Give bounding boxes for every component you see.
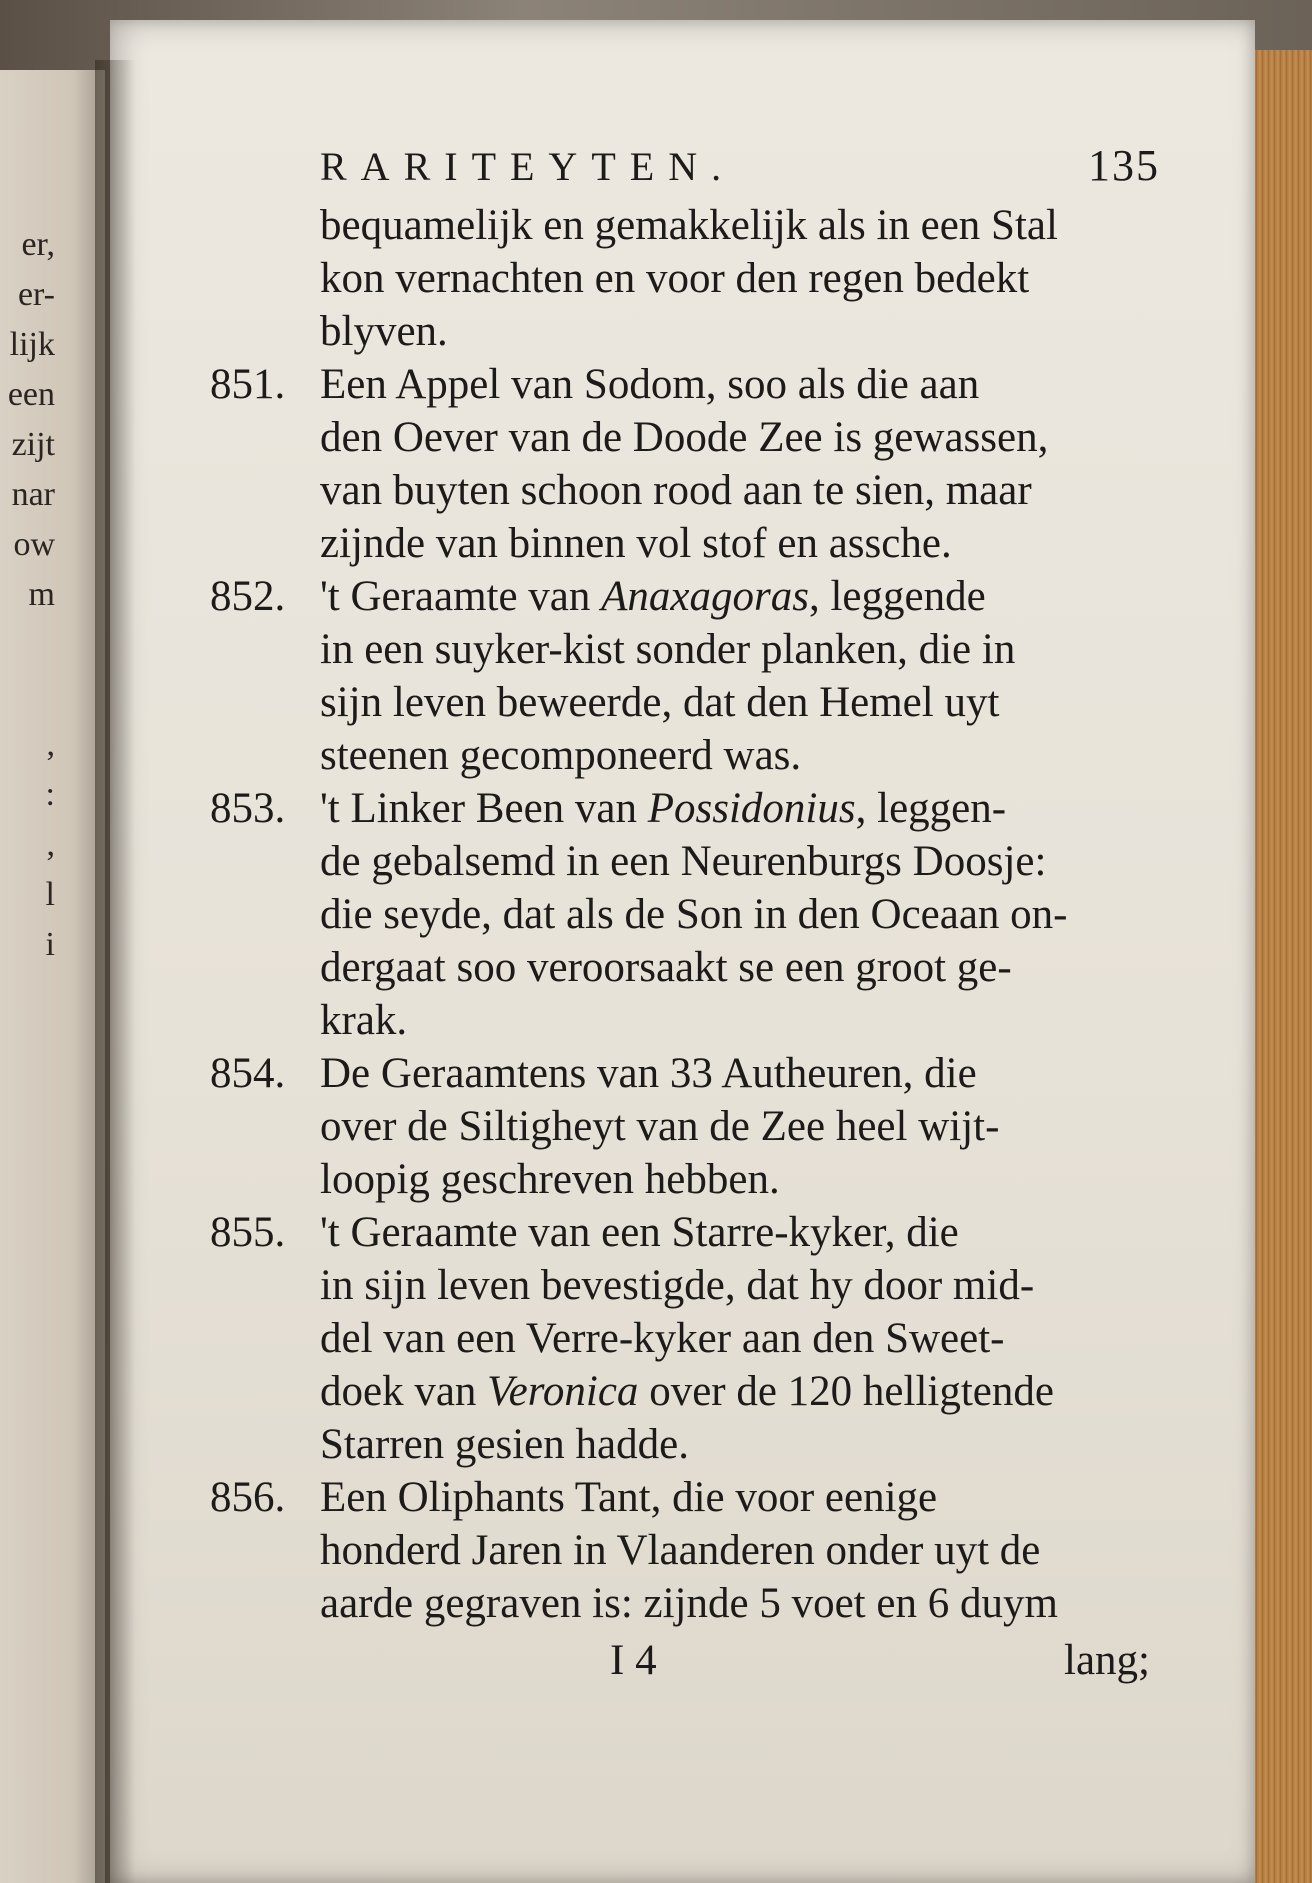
text-line: aarde gegraven is: zijnde 5 voet en 6 duym — [320, 1580, 1058, 1627]
entry-body — [320, 782, 1170, 1047]
entry-body — [320, 1471, 1170, 1630]
text-line: steenen gecomponeerd was. — [320, 732, 802, 779]
text-line: in sijn leven bevestigde, dat hy door mid- — [320, 1262, 1035, 1309]
text-line: del van een Verre-kyker aan den Sweet- — [320, 1315, 1005, 1362]
left-page-fragments — [0, 220, 105, 970]
running-header — [210, 140, 1170, 191]
entry-number: 854. — [210, 1050, 286, 1097]
entry-number: 851. — [210, 361, 286, 408]
entry-body — [320, 570, 1170, 782]
fragment: , — [46, 726, 55, 763]
text-line: Een Oliphants Tant, die voor eenige — [320, 1474, 938, 1521]
fragment: er, — [21, 226, 55, 263]
page-number: 135 — [1088, 141, 1160, 190]
text-line: Starren gesien hadde. — [320, 1421, 689, 1468]
entry-number: 856. — [210, 1474, 286, 1521]
running-title: RARITEYTEN. — [320, 144, 736, 189]
page-footer — [210, 1636, 1170, 1685]
entry-853 — [210, 782, 1170, 1047]
text-line: krak. — [320, 997, 408, 1044]
entry-body — [320, 1047, 1170, 1206]
text-line: de gebalsemd in een Neurenburgs Doosje: — [320, 838, 1047, 885]
text-line: Een Appel van Sodom, soo als die aan — [320, 361, 980, 408]
entry-body — [320, 358, 1170, 570]
text-line: den Oever van de Doode Zee is gewassen, — [320, 414, 1049, 461]
fragment: : — [45, 776, 55, 813]
italic-name: Possidonius — [647, 785, 856, 832]
italic-name: Veronica — [487, 1368, 639, 1415]
text-line: over de Siltigheyt van de Zee heel wijt- — [320, 1103, 1000, 1150]
entry-856 — [210, 1471, 1170, 1630]
left-page — [0, 70, 105, 1883]
text-line: sijn leven beweerde, dat den Hemel uyt — [320, 679, 1000, 726]
page-edge — [1245, 50, 1312, 1883]
text-line: 't Linker Been van Possidonius, leggen- — [320, 785, 1007, 832]
entry-number: 855. — [210, 1209, 286, 1256]
italic-name: Anaxagoras — [601, 573, 809, 620]
fragment: m — [28, 576, 55, 613]
signature-mark: I 4 — [610, 1637, 657, 1684]
entry-number: 853. — [210, 785, 286, 832]
text-line: honderd Jaren in Vlaanderen onder uyt de — [320, 1527, 1041, 1574]
text-line: zijnde van binnen vol stof en assche. — [320, 520, 952, 567]
fragment: , — [46, 826, 55, 863]
entry-number: 852. — [210, 573, 286, 620]
fragment: lijk — [9, 326, 55, 363]
text-block — [210, 140, 1170, 1685]
text-line: doek van Veronica over de 120 helligtende — [320, 1368, 1054, 1415]
fragment: zijt — [11, 426, 55, 463]
text-line: bequamelijk en gemakkelijk als in een Stal — [320, 202, 1058, 249]
fragment — [0, 620, 55, 670]
text-line: 't Geraamte van Anaxagoras, leggende — [320, 573, 986, 620]
gutter-shadow — [95, 60, 135, 1883]
entry-855 — [210, 1206, 1170, 1471]
text-line: van buyten schoon rood aan te sien, maar — [320, 467, 1032, 514]
fragment: een — [7, 376, 55, 413]
text-line: loopig geschreven hebben. — [320, 1156, 780, 1203]
text-line: dergaat soo veroorsaakt se een groot ge- — [320, 944, 1012, 991]
text-line: De Geraamtens van 33 Autheuren, die — [320, 1050, 977, 1097]
fragment — [0, 670, 55, 720]
entry-852 — [210, 570, 1170, 782]
fragment: i — [45, 926, 55, 963]
text-line: kon vernachten en voor den regen bedekt — [320, 255, 1030, 302]
entry-body — [320, 1206, 1170, 1471]
entry-851 — [210, 358, 1170, 570]
text-line: die seyde, dat als de Son in den Oceaan on- — [320, 891, 1068, 938]
catchword: lang; — [1064, 1637, 1150, 1684]
fragment: ow — [13, 526, 55, 563]
text-line: in een suyker-kist sonder planken, die in — [320, 626, 1016, 673]
fragment: nar — [11, 476, 55, 513]
text-line: blyven. — [320, 308, 448, 355]
fragment: l — [45, 876, 55, 913]
fragment: er- — [17, 276, 55, 313]
entry-854 — [210, 1047, 1170, 1206]
text-line: 't Geraamte van een Starre-kyker, die — [320, 1209, 959, 1256]
book-page — [110, 20, 1255, 1883]
